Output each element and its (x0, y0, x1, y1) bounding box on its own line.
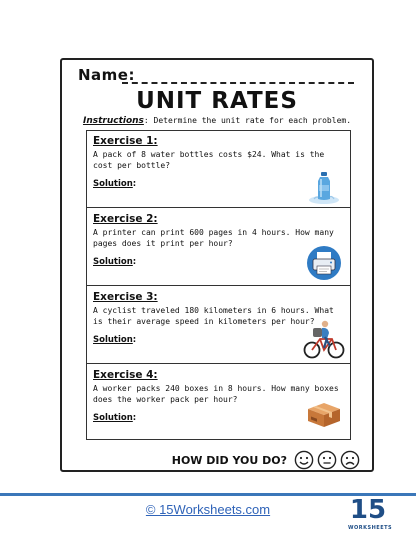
printer-icon (306, 245, 342, 281)
name-row (78, 66, 360, 88)
name-line (122, 82, 354, 84)
sad-face-icon[interactable] (340, 450, 360, 470)
how-did-you-do-label: HOW DID YOU DO? (171, 453, 287, 467)
copyright-link[interactable]: © 15Worksheets.com (145, 502, 271, 517)
exercise-4 (87, 365, 350, 442)
exercise-1 (87, 131, 350, 208)
exercise-title: Exercise 3: (93, 291, 158, 303)
happy-face-icon[interactable] (294, 450, 314, 470)
exercise-2 (87, 209, 350, 286)
exercise-3 (87, 287, 350, 364)
worksheet (60, 58, 374, 472)
instructions (62, 116, 372, 126)
exercise-title: Exercise 2: (93, 213, 158, 225)
name-label: Name: (78, 66, 135, 84)
logo-number: 15 (349, 495, 387, 525)
instructions-text: : Determine the unit rate for each problem. (143, 116, 352, 125)
exercise-title: Exercise 4: (93, 369, 158, 381)
water-bottle-icon (306, 169, 342, 205)
solution-label: Solution: (93, 413, 137, 423)
solution-label: Solution: (93, 335, 137, 345)
solution-label: Solution: (93, 179, 137, 189)
exercise-text: A pack of 8 water bottles costs $24. What is the cost per bottle? (93, 150, 325, 170)
logo-text: WORKSHEETS (348, 525, 393, 531)
how-did-you-do (172, 449, 360, 471)
instructions-label: Instructions (82, 116, 144, 126)
exercise-text: A worker packs 240 boxes in 8 hours. How many boxes does the worker pack per hour? (93, 384, 339, 404)
page-title: UNIT RATES (136, 88, 298, 114)
exercise-text: A printer can print 600 pages in 4 hours. How many pages does it print per hour? (93, 228, 334, 248)
neutral-face-icon[interactable] (317, 450, 337, 470)
exercise-title: Exercise 1: (93, 135, 158, 147)
exercise-list (86, 130, 351, 440)
site-logo[interactable] (348, 495, 393, 535)
cardboard-box-icon (304, 399, 344, 429)
cyclist-icon (302, 319, 346, 359)
solution-label: Solution: (93, 257, 137, 267)
exercise-text: A cyclist traveled 180 kilometers in 6 hours. What is their average speed in kilometers per hour? (93, 306, 334, 326)
